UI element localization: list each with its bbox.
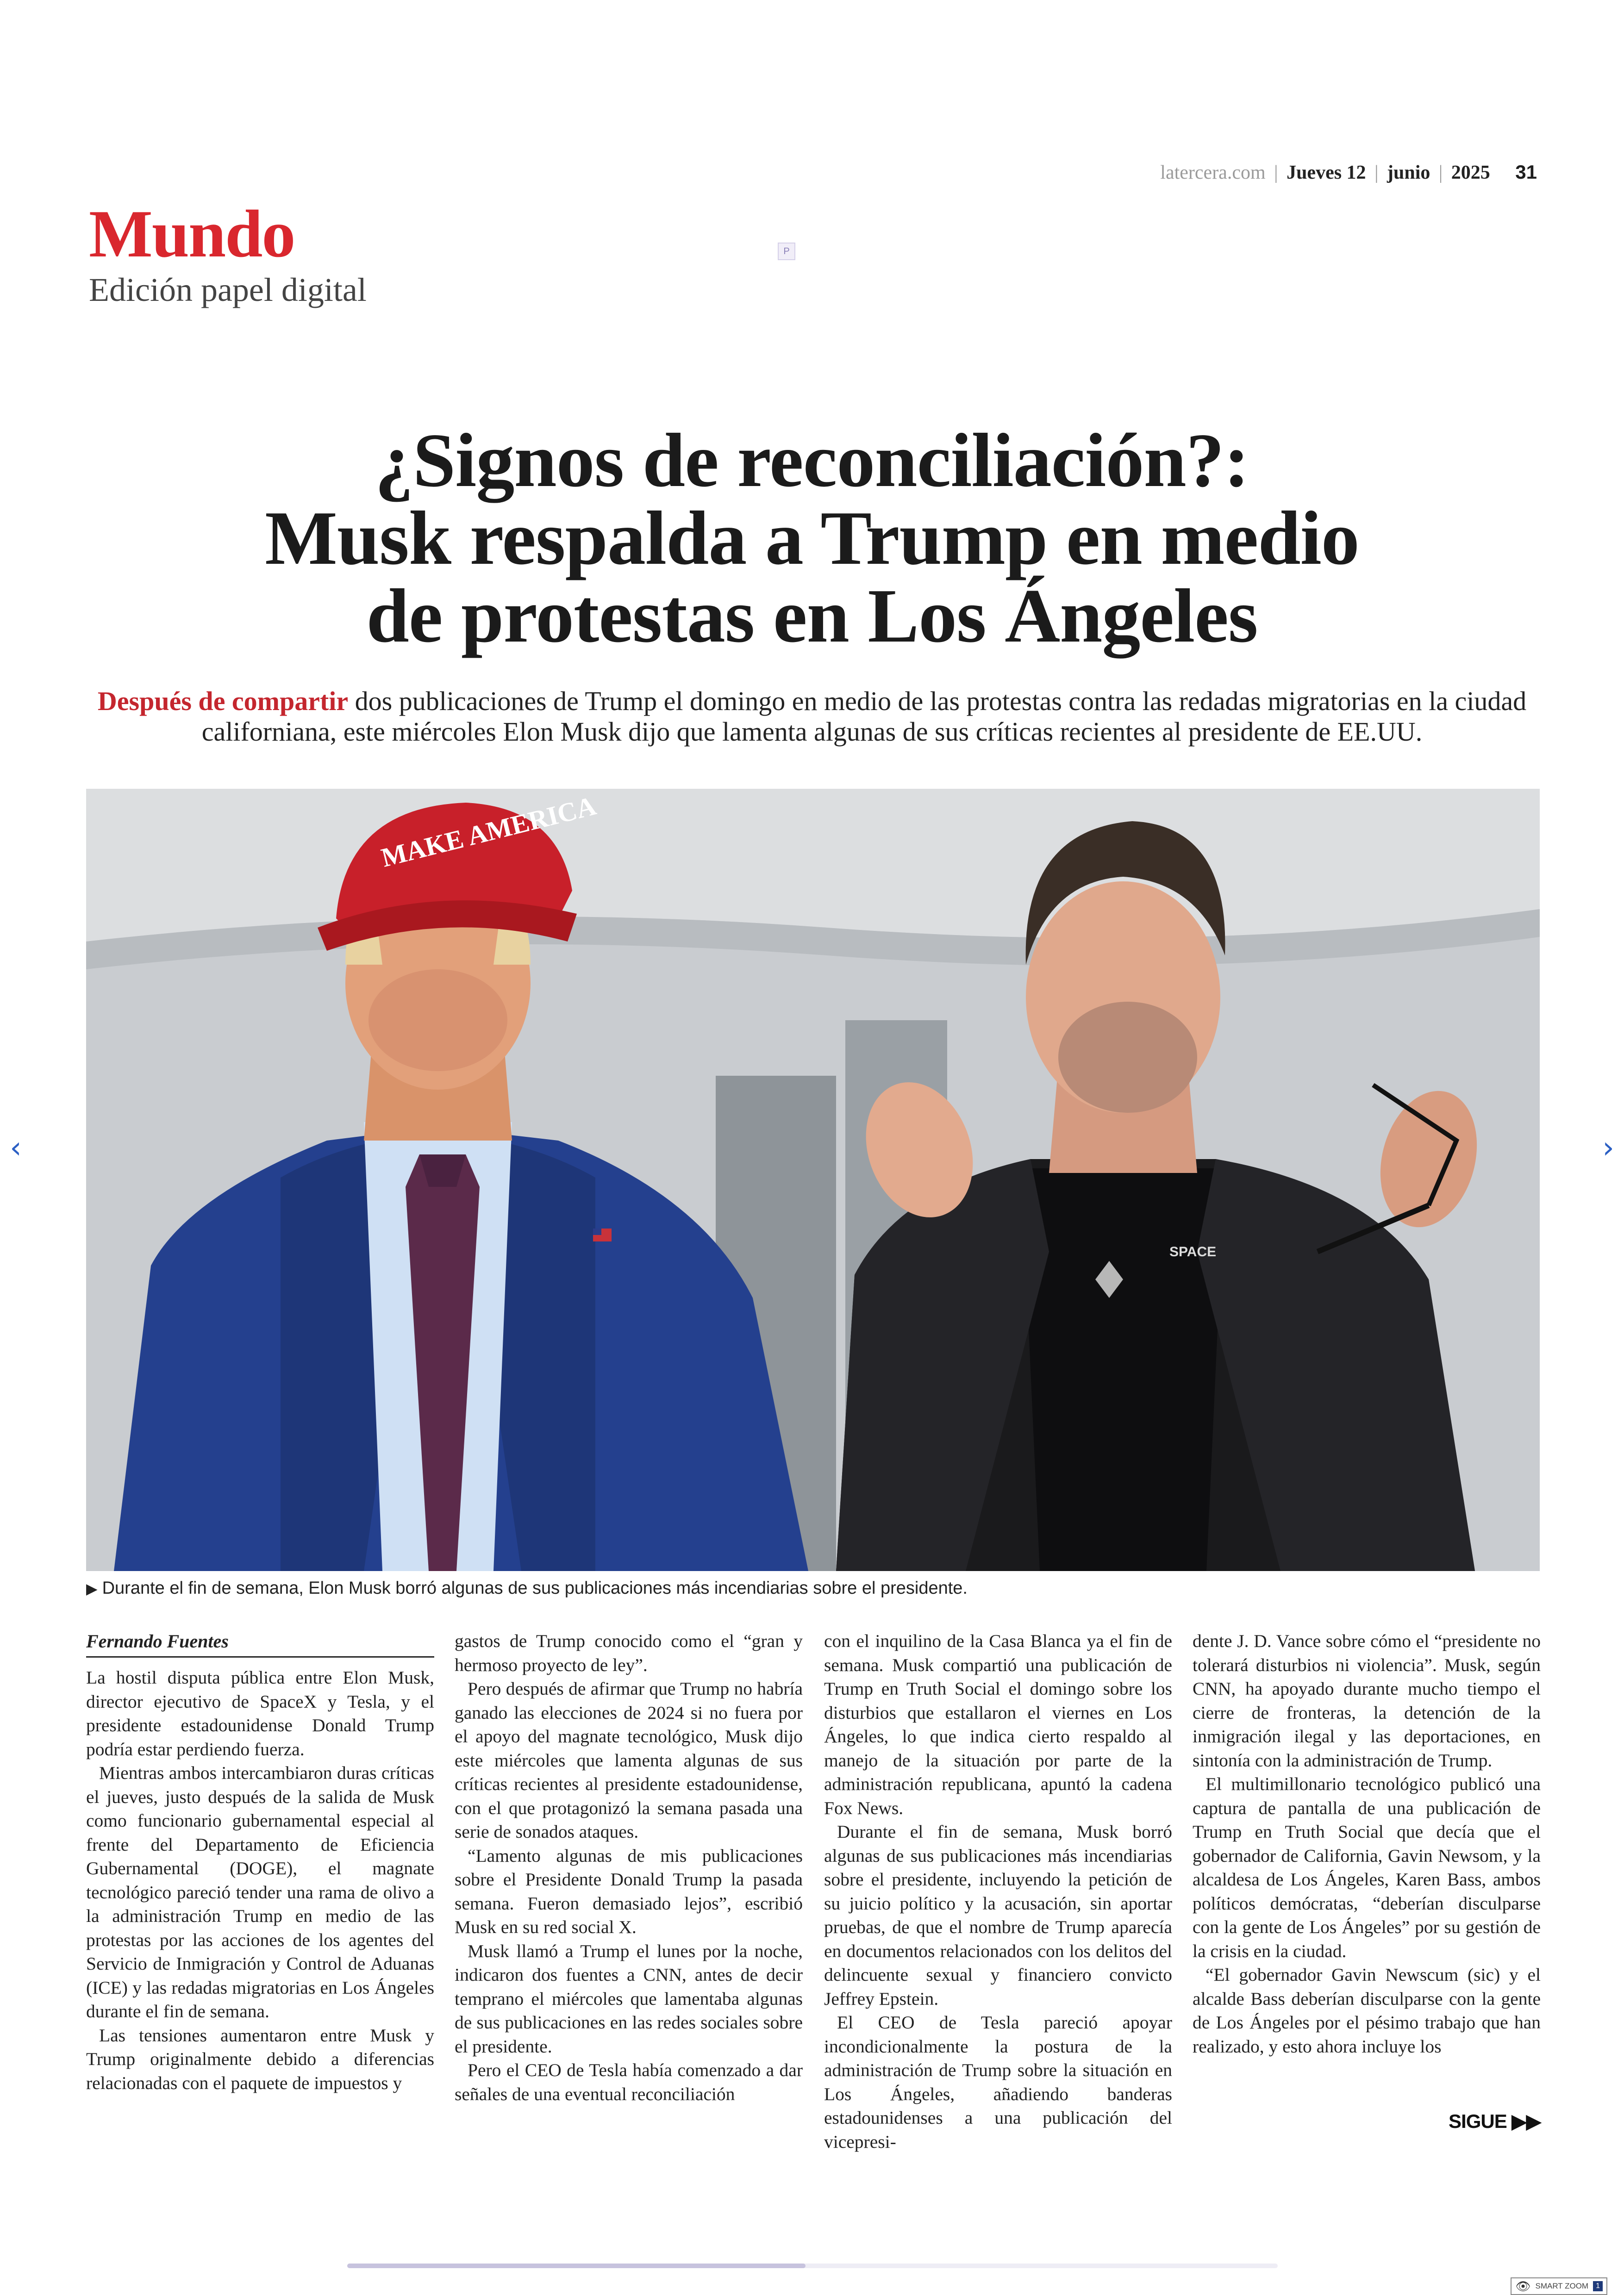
headline-line: Musk respalda a Trump en medio bbox=[265, 495, 1359, 580]
date-year: 2025 bbox=[1451, 162, 1490, 183]
article-paragraph: con el inquilino de la Casa Blanca ya el fin de semana. Musk compartió una publicación de Trump en Truth Social el domingo sobre los disturbios que estallaron el viernes en Los Ángeles, lo que indica cierto respaldo al manejo de la situación por parte de la administración republicana, apuntó la cadena Fox News. bbox=[824, 1631, 1172, 1818]
article-paragraph: Musk llamó a Trump el lunes por la noche, indicaron dos fuentes a CNN, antes de decir temprano el miércoles que lamentaba algunas de sus publicaciones en las redes sociales sobre el presidente. bbox=[455, 1940, 803, 2057]
article-paragraph: Las tensiones aumentaron entre Musk y Trump originalmente debido a diferencias relacionadas con el paquete de impuestos y bbox=[86, 2025, 434, 2093]
date-month: junio bbox=[1387, 162, 1430, 183]
smart-zoom-label: SMART ZOOM bbox=[1535, 2282, 1589, 2290]
article-paragraph: Pero el CEO de Tesla había comenzado a dar señales de una eventual reconciliación bbox=[455, 2060, 803, 2104]
article-paragraph: “Lamento algunas de mis publicaciones sobre el Presidente Donald Trump la pasada semana. Fueron demasiado lejos”, escribió Musk en su red social X. bbox=[455, 1845, 803, 1937]
shirt-text: SPACE bbox=[1169, 1244, 1217, 1260]
article-paragraph: “El gobernador Gavin Newscum (sic) y el alcalde Bass deberían disculparse con la gente de Los Ángeles por el pésimo trabajo que han realizado, y esto ahora incluye los bbox=[1193, 1964, 1541, 2057]
page-marker-icon[interactable]: P bbox=[778, 243, 795, 260]
article-paragraph: dente J. D. Vance sobre cómo el “presidente no tolerará disturbios ni violencia”. Musk, según CNN, ha apoyado durante mucho tiempo el cierre de fronteras, la detención de la inmigración ilegal y las deportaciones, en sintonía con la administración de Trump. bbox=[1193, 1631, 1541, 1771]
separator: | bbox=[1274, 162, 1278, 183]
cap-text: MAKE AMERICA bbox=[378, 790, 599, 873]
article-paragraph: Pero después de afirmar que Trump no habría ganado las elecciones de 2024 si no fuera por el apoyo del magnate tecnológico, Musk dijo este miércoles que lamenta algunas de sus críticas recientes al presidente estadounidense, con el que protagonizó la semana pasada una serie de sonados ataques. bbox=[455, 1678, 803, 1842]
article-paragraph: El multimillonario tecnológico publicó una captura de pantalla de una publicación de Trump en Truth Social que decía que el gobernador de California, Gavin Newsom, y la alcaldesa de Los Ángeles, Karen Bass, ambos políticos demócratas, “deberían disculparse con la gente de Los Ángeles” por su gestión de la crisis en la ciudad. bbox=[1193, 1774, 1541, 1961]
article-column bbox=[824, 1629, 1172, 2154]
caption-text: Durante el fin de semana, Elon Musk borró algunas de sus publicaciones más incendiarias sobre el presidente. bbox=[102, 1578, 968, 1598]
caption-triangle-icon: ▶ bbox=[86, 1580, 98, 1597]
article-paragraph: Durante el fin de semana, Musk borró algunas de sus publicaciones más incendiarias sobre el presidente, incluyendo la petición de su juicio político y la acusación, sin aportar pruebas, de que el nombre de Trump aparecía en documentos relacionados con los delitos del delincuente sexual y financiero convicto Jeffrey Epstein. bbox=[824, 1821, 1172, 2009]
smart-zoom-button[interactable] bbox=[1511, 2277, 1607, 2295]
headline-line: de protestas en Los Ángeles bbox=[366, 573, 1258, 658]
article-column bbox=[455, 1629, 803, 2106]
article-paragraph: El CEO de Tesla pareció apoyar incondicionalmente la postura de la administración de Trump sobre la situación en Los Ángeles, añadiendo banderas estadounidenses a una publicación del vicepresi- bbox=[824, 2012, 1172, 2152]
continue-label: SIGUE ▶▶ bbox=[1449, 2110, 1541, 2132]
section-title: Mundo bbox=[89, 196, 295, 271]
page-scrollbar-thumb[interactable] bbox=[347, 2264, 806, 2268]
byline: Fernando Fuentes bbox=[86, 1629, 434, 1658]
separator: | bbox=[1438, 162, 1443, 183]
smart-zoom-badge: 1 bbox=[1593, 2281, 1603, 2291]
section-subtitle: Edición papel digital bbox=[89, 271, 367, 308]
lead-text: dos publicaciones de Trump el domingo en medio de las protestas contra las redadas migratorias en la ciudad californiana, este miércoles Elon Musk dijo que lamenta algunas de sus críticas recientes al presidente de EE.UU. bbox=[201, 686, 1527, 747]
article-column bbox=[1193, 1629, 1541, 2058]
article-paragraph: La hostil disputa pública entre Elon Musk, director ejecutivo de SpaceX y Tesla, y el presidente estadounidense Donald Trump podría estar perdiendo fuerza. bbox=[86, 1667, 434, 1759]
headline bbox=[83, 418, 1541, 658]
lead-keyword: Después de compartir bbox=[97, 686, 349, 716]
headline-line: ¿Signos de reconciliación?: bbox=[375, 418, 1249, 503]
prev-page-arrow-icon[interactable]: ‹ bbox=[10, 1131, 22, 1165]
separator: | bbox=[1374, 162, 1379, 183]
site-name: latercera.com bbox=[1160, 162, 1266, 183]
eye-icon: 👁 bbox=[1515, 2279, 1531, 2293]
page-header bbox=[1160, 161, 1537, 184]
page-number: 31 bbox=[1515, 161, 1537, 183]
article-paragraph: gastos de Trump conocido como el “gran y hermoso proyecto de ley”. bbox=[455, 1631, 803, 1675]
article-photo bbox=[86, 789, 1540, 1571]
date-day: Jueves 12 bbox=[1287, 162, 1366, 183]
article-paragraph: Mientras ambos intercambiaron duras críticas el jueves, justo después de la salida de Musk como funcionario gubernamental especial al frente del Departamento de Eficiencia Gubernamental (DOGE), el magnate tecnológico pareció tender una rama de olivo a la administración Trump en medio de las protestas por las acciones de los agentes del Servicio de Inmigración y Control de Aduanas (ICE) y las redadas migratorias en Los Ángeles durante el fin de semana. bbox=[86, 1763, 434, 2021]
next-page-arrow-icon[interactable]: › bbox=[1602, 1131, 1614, 1165]
article-column bbox=[86, 1629, 434, 2095]
photo-caption bbox=[86, 1578, 968, 1598]
lead-paragraph bbox=[93, 686, 1531, 747]
